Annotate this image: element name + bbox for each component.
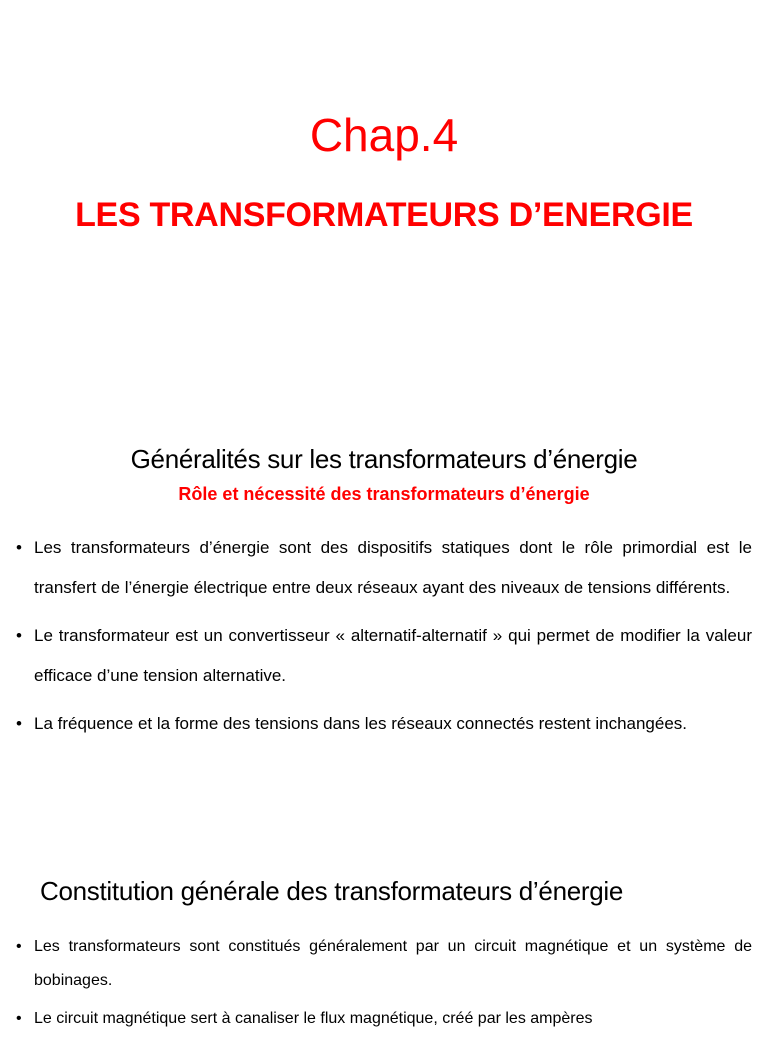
bullet-item: • Les transformateurs sont constitués généralement par un circuit magnétique et un système de bobinages. — [16, 930, 752, 998]
section-heading-constitution: Constitution générale des transformateurs d’énergie — [40, 876, 624, 906]
bullet-item: • La fréquence et la forme des tensions dans les réseaux connectés restent inchangées. — [16, 704, 752, 744]
bullet-item: • Les transformateurs d’énergie sont des dispositifs statiques dont le rôle primordial est le transfert de l’énergie électrique entre deux réseaux ayant des niveaux de tensions différents. — [16, 528, 752, 608]
section-heading-generalites: Généralités sur les transformateurs d’énergie — [130, 444, 638, 474]
chapter-label: Chap.4 — [309, 109, 459, 161]
bullet-item: • Le transformateur est un convertisseur « alternatif-alternatif » qui permet de modifier la valeur efficace d’une tension alternative. — [16, 616, 752, 696]
section-subheading-role: Rôle et nécessité des transformateurs d’énergie — [178, 484, 590, 504]
bullet-item: • Le circuit magnétique sert à canaliser le flux magnétique, créé par les ampères — [16, 1002, 752, 1036]
document-title: LES TRANSFORMATEURS D’ENERGIE — [75, 196, 693, 234]
bullet-list-generalites — [16, 528, 752, 752]
